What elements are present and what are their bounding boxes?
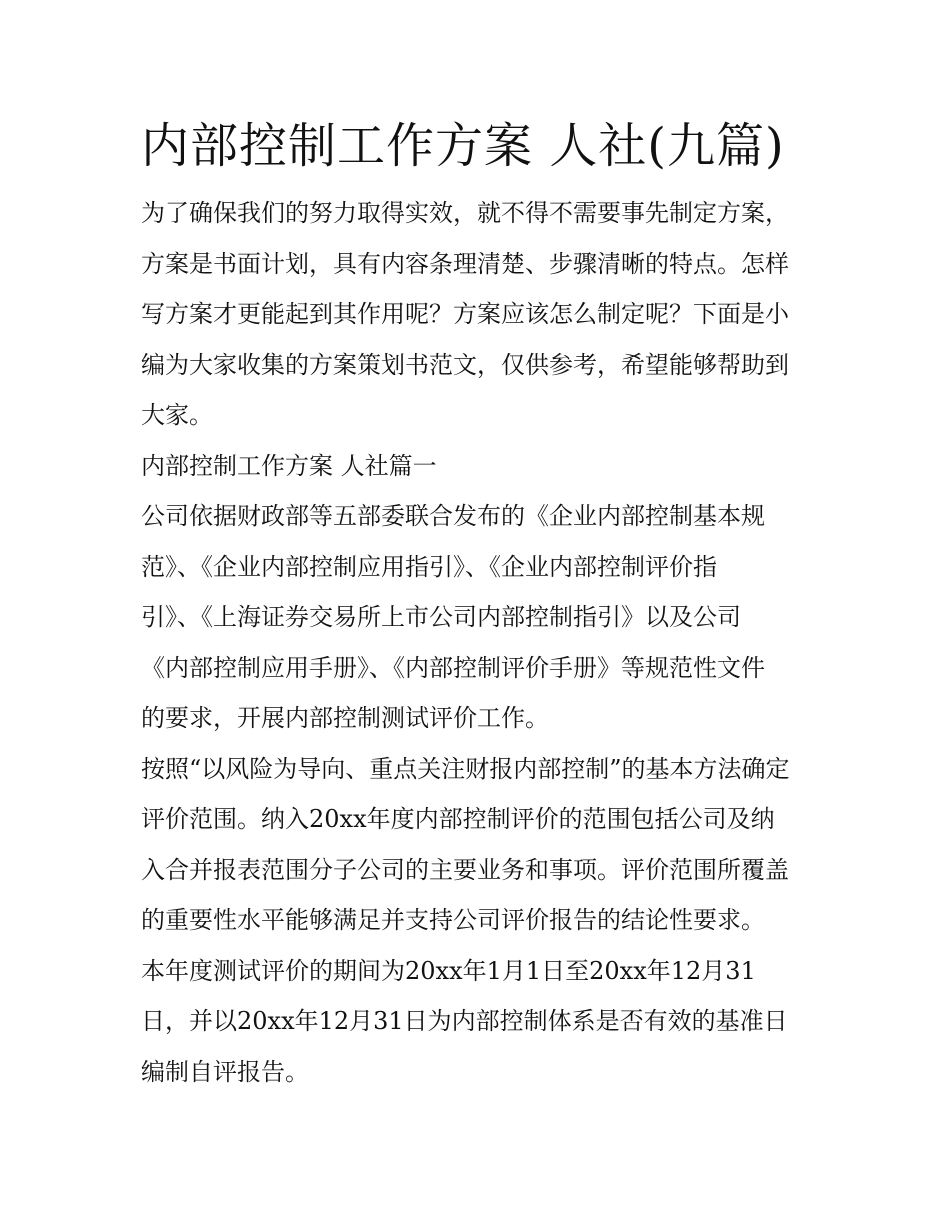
paragraph-line: 入合并报表范围分子公司的主要业务和事项。评价范围所覆盖 bbox=[141, 855, 789, 884]
period-paragraph bbox=[141, 946, 821, 1098]
document-page bbox=[141, 110, 821, 1097]
paragraph-line: 的要求，开展内部控制测试评价工作。 bbox=[141, 704, 549, 732]
paragraph-line: 公司依据财政部等五部委联合发布的《企业内部控制基本规 bbox=[141, 502, 765, 530]
paragraph-line: 方案是书面计划，具有内容条理清楚、步骤清晰的特点。怎样 bbox=[141, 249, 789, 278]
paragraph-line: 范》、《企业内部控制应用指引》、《企业内部控制评价指 bbox=[141, 552, 717, 581]
section-heading bbox=[141, 441, 821, 492]
paragraph-line: 写方案才更能起到其作用呢？方案应该怎么制定呢？下面是小 bbox=[141, 300, 789, 328]
section-heading-text: 内部控制工作方案 人社篇一 bbox=[141, 451, 437, 480]
paragraph-line: 评价范围。纳入20xx年度内部控制评价的范围包括公司及纳 bbox=[141, 805, 775, 833]
paragraph-line: 大家。 bbox=[141, 401, 213, 429]
basis-paragraph bbox=[141, 491, 821, 744]
paragraph-line: 为了确保我们的努力取得实效，就不得不需要事先制定方案， bbox=[141, 199, 789, 227]
paragraph-line: 引》、《上海证券交易所上市公司内部控制指引》以及公司 bbox=[141, 603, 741, 631]
scope-paragraph bbox=[141, 744, 821, 946]
intro-paragraph bbox=[141, 188, 821, 441]
paragraph-line: 《内部控制应用手册》、《内部控制评价手册》等规范性文件 bbox=[141, 653, 765, 682]
paragraph-line: 的重要性水平能够满足并支持公司评价报告的结论性要求。 bbox=[141, 906, 765, 934]
paragraph-line: 编制自评报告。 bbox=[141, 1057, 309, 1086]
document-title: 内部控制工作方案 人社(九篇) bbox=[141, 118, 785, 174]
paragraph-line: 编为大家收集的方案策划书范文，仅供参考，希望能够帮助到 bbox=[141, 350, 789, 379]
paragraph-line: 日，并以20xx年12月31日为内部控制体系是否有效的基准日 bbox=[141, 1007, 788, 1035]
paragraph-line: 按照“以风险为导向、重点关注财报内部控制”的基本方法确定 bbox=[141, 754, 790, 783]
paragraph-line: 本年度测试评价的期间为20xx年1月1日至20xx年12月31 bbox=[141, 956, 756, 985]
